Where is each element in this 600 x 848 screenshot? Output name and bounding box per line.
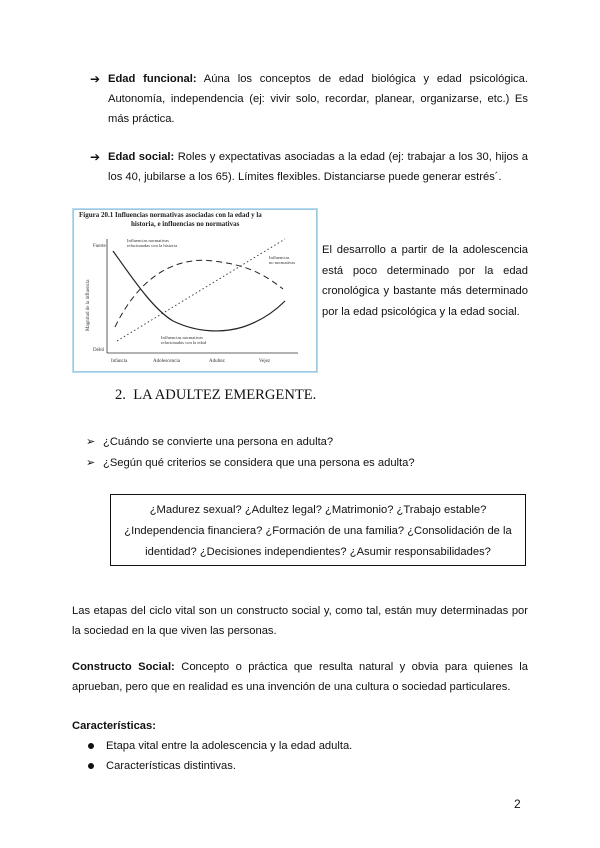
y-axis-label: Magnitud de la influencia (86, 279, 91, 331)
item-text: Roles y expectativas asociadas a la edad (ej: trabajar a los 30, hijos a los 40, jubilarse a los 65). Límites flexibles. Distanciarse puede generar estrés´. (108, 151, 529, 183)
arrowhead-bullet-icon: ➢ (86, 436, 96, 448)
figure-side-text: El desarrollo a partir de la adolescencia está poco determinado por la edad cronológica y bastante más determinado por la edad psicológica y la edad social. (322, 244, 528, 318)
age-label-2: relacionadas con la edad (161, 340, 207, 345)
nonnormative-label-1: Influencias (269, 255, 290, 260)
y-low-label: Débil (93, 348, 105, 353)
history-label-1: Influencias normativas (127, 238, 169, 243)
arrow-bullet-icon: ➔ (90, 72, 101, 86)
section-heading: 2. LA ADULTEZ EMERGENTE. (115, 387, 317, 403)
bullet-dot-icon (88, 743, 94, 749)
definition-constructo-social: Constructo Social: Concepto o práctica que resulta natural y obvia para quienes la aprueban, pero que en realidad es una invención de una cultura o sociedad particulares. (72, 661, 529, 693)
age-label-1: Influencias normativas (161, 335, 203, 340)
y-high-label: Fuerte (93, 244, 106, 249)
nonnormative-label-2: no normativas (269, 260, 296, 265)
x-label-vejez: Vejez (259, 359, 271, 364)
item-label: Edad social: (108, 151, 175, 163)
arrow-bullet-icon: ➔ (90, 150, 101, 164)
figure-title: Figura 20.1 Influencias normativas asociadas con la edad y la historia, e influencias no normativas (79, 211, 262, 228)
list-item: Etapa vital entre la adolescencia y la edad adulta. (88, 736, 352, 756)
caracteristicas-heading: Características: (72, 720, 156, 732)
list-item: Características distintivas. (88, 756, 236, 776)
x-label-adolescencia: Adolescencia (153, 359, 180, 364)
figure-chart (73, 209, 317, 372)
paragraph-ciclo-vital: Las etapas del ciclo vital son un constructo social y, como tal, están muy determinadas por la sociedad en la que viven las personas. (72, 605, 528, 637)
history-curve (115, 260, 283, 327)
question-item: ➢ ¿Según qué criterios se considera que una persona es adulta? (86, 453, 526, 473)
page-number: 2 (514, 797, 521, 811)
influences-figure (72, 208, 318, 373)
item-edad-social (90, 147, 528, 187)
x-label-infancia: Infancia (111, 359, 128, 364)
item-text: Aúna los conceptos de edad biológica y edad psicológica. Autonomía, independencia (ej: vivir solo, recordar, planear, organizarse, etc.) Es más práctica. (108, 73, 528, 125)
arrowhead-bullet-icon: ➢ (86, 457, 96, 469)
x-label-adultez: Adultez (209, 359, 225, 364)
item-edad-funcional (90, 69, 528, 129)
history-label-2: relacionadas con la historia (127, 243, 178, 248)
criteria-question-box: ¿Madurez sexual? ¿Adultez legal? ¿Matrimonio? ¿Trabajo estable? ¿Independencia financiera? ¿Formación de una familia? ¿Consolidación de la identidad? ¿Decisiones independientes? ¿Asumir responsabilidades? (110, 494, 526, 566)
bullet-dot-icon (88, 763, 94, 769)
item-label: Edad funcional: (108, 73, 197, 85)
question-item: ➢ ¿Cuándo se convierte una persona en adulta? (86, 432, 526, 452)
